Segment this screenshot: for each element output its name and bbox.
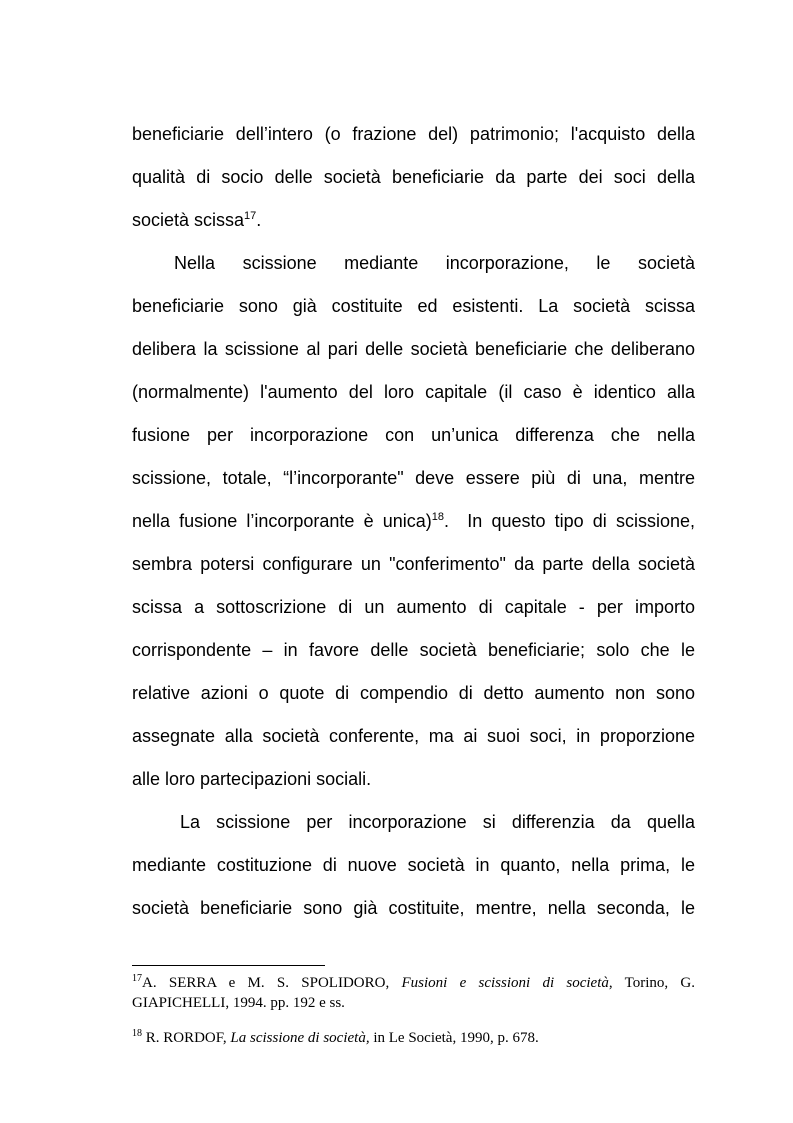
footnote-separator	[132, 965, 325, 966]
line-punctuation: .	[256, 210, 262, 230]
footnote-publisher: , Torino, G.	[608, 975, 695, 991]
text-line: assegnate alla società conferente, ma ai suoi soci, in proporzione	[132, 726, 695, 746]
text-line: (normalmente) l'aumento del loro capitale (il caso è identico alla	[132, 382, 695, 402]
text-line-content: società scissa	[132, 210, 245, 230]
footnote-17	[132, 973, 695, 1013]
footnote-authors: R. RORDOF,	[142, 1030, 227, 1046]
footnote-mark: 18	[132, 1028, 142, 1039]
text-line: alle loro partecipazioni sociali.	[132, 769, 372, 789]
footnote-authors: A. SERRA e M. S. SPOLIDORO,	[142, 975, 390, 991]
body-text	[132, 113, 695, 930]
footnote-line: GIAPICHELLI, 1994. pp. 192 e ss.	[132, 995, 345, 1011]
footnote-18	[132, 1028, 695, 1048]
footnote-ref-17[interactable]: 17	[244, 210, 257, 222]
footnote-line	[132, 1028, 695, 1048]
footnote-mark: 17	[132, 973, 142, 984]
footnote-title: La scissione di società,	[230, 1030, 370, 1046]
text-line: scissione, totale, “l’incorporante" deve essere più di una, mentre	[132, 468, 695, 488]
text-line: mediante costituzione di nuove società in quanto, nella prima, le	[132, 855, 695, 875]
text-line: scissa a sottoscrizione di un aumento di capitale - per importo	[132, 597, 695, 617]
text-line: delibera la scissione al pari delle società beneficiarie che deliberano	[132, 339, 695, 359]
text-line: sembra potersi configurare un "conferimento" da parte della società	[132, 554, 695, 574]
text-line: fusione per incorporazione con un’unica differenza che nella	[132, 425, 695, 445]
footnote-ref-18[interactable]: 18	[431, 511, 444, 523]
text-line-content: nella fusione l’incorporante è unica)	[132, 511, 432, 531]
text-line: beneficiarie sono già costituite ed esistenti. La società scissa	[132, 296, 695, 316]
text-line: La scissione per incorporazione si differenzia da quella	[180, 812, 695, 832]
footnote-source: in Le Società, 1990, p. 678.	[369, 1030, 539, 1046]
text-line: società beneficiarie sono già costituite, mentre, nella seconda, le	[132, 898, 695, 918]
text-line: relative azioni o quote di compendio di detto aumento non sono	[132, 683, 695, 703]
text-line	[132, 199, 695, 242]
text-line: corrispondente – in favore delle società beneficiarie; solo che le	[132, 640, 695, 660]
text-line	[132, 500, 695, 543]
line-continuation: . In questo tipo di scissione,	[444, 511, 695, 531]
text-line: beneficiarie dell’intero (o frazione del) patrimonio; l'acquisto della	[132, 124, 695, 144]
text-line: Nella scissione mediante incorporazione, le società	[174, 253, 695, 273]
footnote-line	[132, 973, 695, 993]
text-line: qualità di socio delle società beneficiarie da parte dei soci della	[132, 167, 695, 187]
footnote-title: Fusioni e scissioni di società	[401, 975, 609, 991]
